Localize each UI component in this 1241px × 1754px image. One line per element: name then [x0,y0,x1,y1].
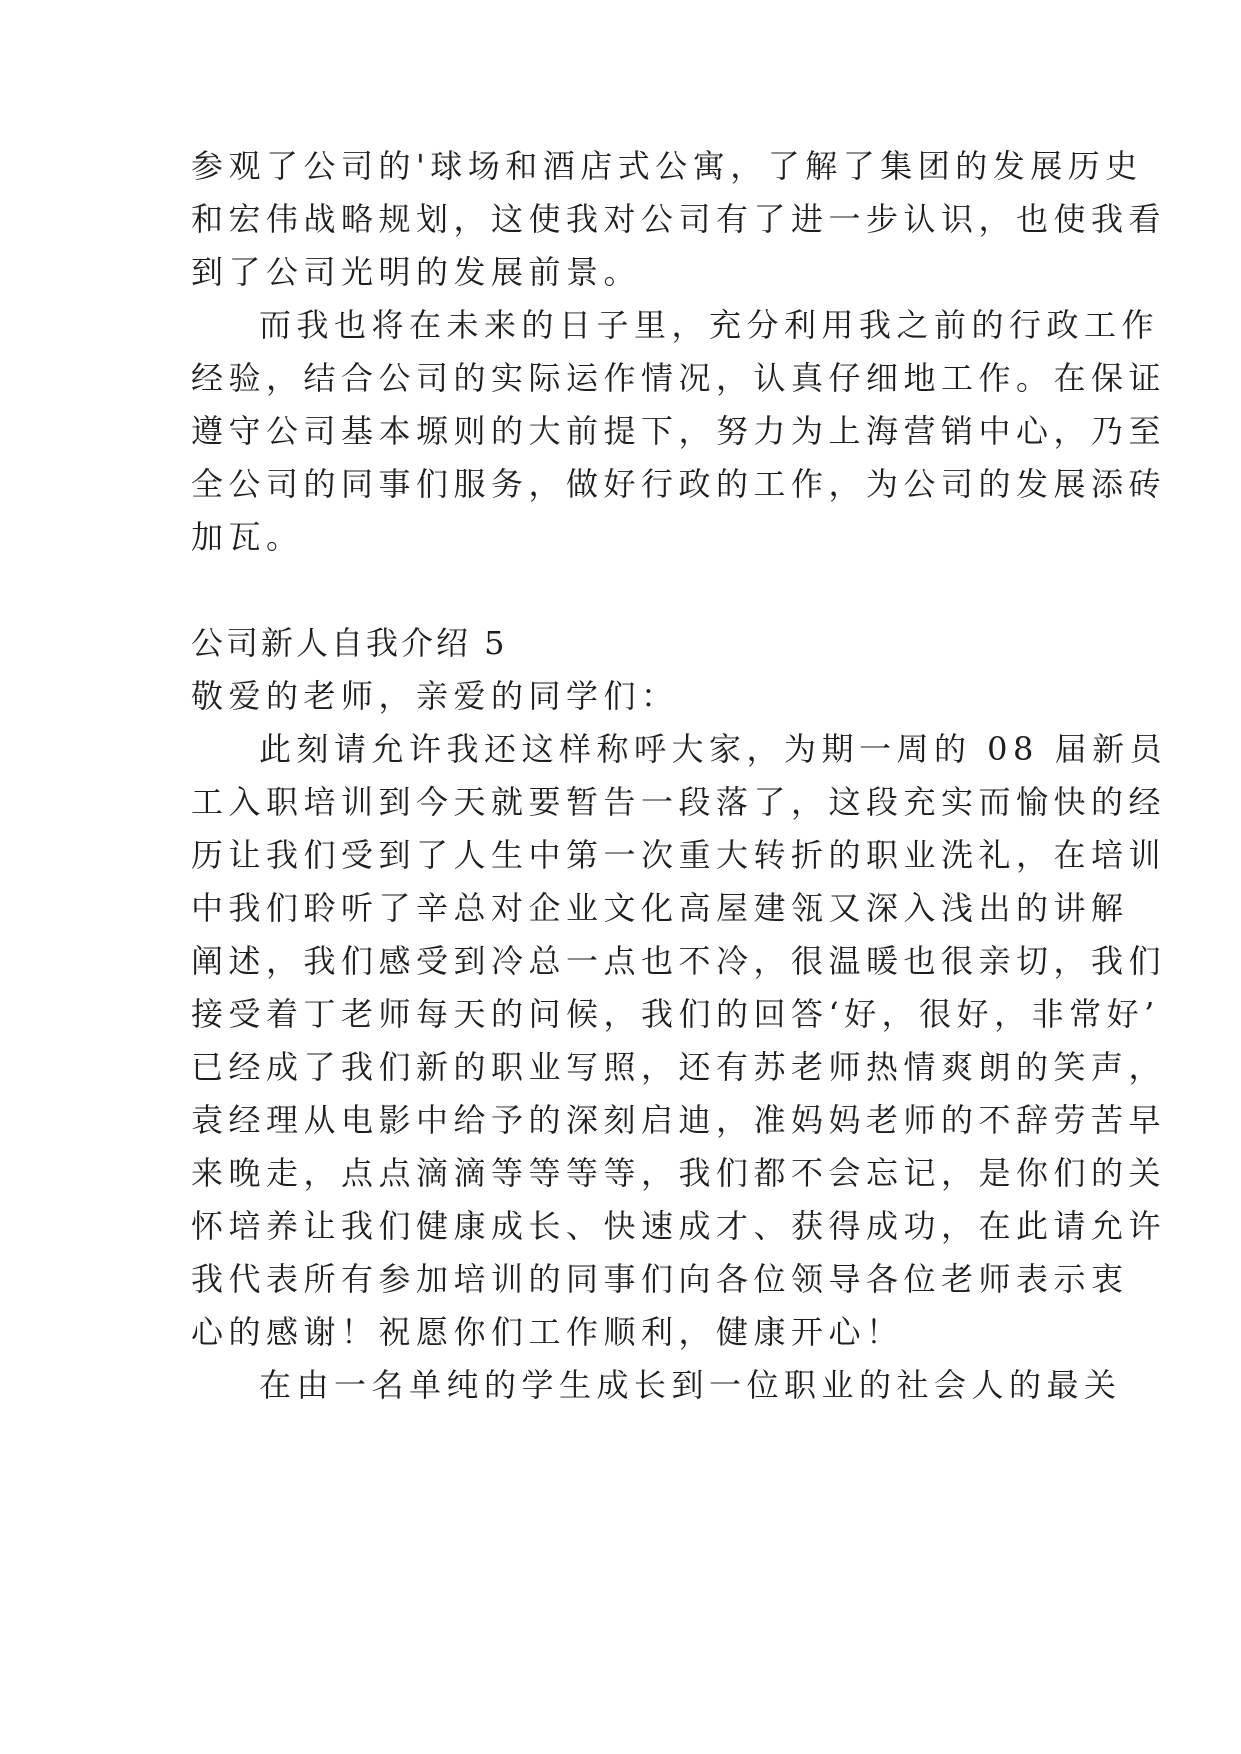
paragraph-3-line-4: 中我们聆听了辛总对企业文化高屋建瓴又深入浅出的讲解 [191,889,1129,927]
section-title: 公司新人自我介绍 5 [191,624,508,662]
paragraph-1-line-1: 参观了公司的'球场和酒店式公寓，了解了集团的发展历史 [191,147,1143,185]
paragraph-1-line-2: 和宏伟战略规划，这使我对公司有了进一步认识，也使我看 [191,200,1167,238]
paragraph-2-line-3: 遵守公司基本塬则的大前提下，努力为上海营销中心，乃至 [191,412,1167,450]
paragraph-2-line-1: 而我也将在未来的日子里，充分利用我之前的行政工作 [259,306,1160,344]
paragraph-2-line-5: 加瓦。 [191,518,304,556]
paragraph-3-line-8: 袁经理从电影中给予的深刻启迪，准妈妈老师的不辞劳苦早 [191,1101,1167,1139]
paragraph-2-line-2: 经验，结合公司的实际运作情况，认真仔细地工作。在保证 [191,359,1167,397]
paragraph-3-line-7: 已经成了我们新的职业写照，还有苏老师热情爽朗的笑声， [191,1048,1167,1086]
paragraph-3-line-12: 心的感谢！祝愿你们工作顺利，健康开心！ [191,1313,904,1351]
paragraph-3-line-11: 我代表所有参加培训的同事们向各位领导各位老师表示衷 [191,1260,1129,1298]
paragraph-3-line-6: 接受着丁老师每天的问候，我们的回答‘好，很好，非常好’ [191,995,1160,1033]
paragraph-3-line-5: 阐述，我们感受到冷总一点也不冷，很温暖也很亲切，我们 [191,942,1167,980]
paragraph-3-line-3: 历让我们受到了人生中第一次重大转折的职业洗礼，在培训 [191,836,1167,874]
paragraph-3-line-9: 来晚走，点点滴滴等等等等，我们都不会忘记，是你们的关 [191,1154,1167,1192]
paragraph-4-line-1: 在由一名单纯的学生成长到一位职业的社会人的最关 [259,1366,1122,1404]
paragraph-3-line-1: 此刻请允许我还这样称呼大家，为期一周的 08 届新员 [259,730,1168,768]
salutation: 敬爱的老师，亲爱的同学们： [191,677,679,715]
paragraph-1-line-3: 到了公司光明的发展前景。 [191,253,642,291]
paragraph-3-line-10: 怀培养让我们健康成长、快速成才、获得成功，在此请允许 [191,1207,1167,1245]
paragraph-2-line-4: 全公司的同事们服务，做好行政的工作，为公司的发展添砖 [191,465,1167,503]
paragraph-3-line-2: 工入职培训到今天就要暂告一段落了，这段充实而愉快的经 [191,783,1167,821]
